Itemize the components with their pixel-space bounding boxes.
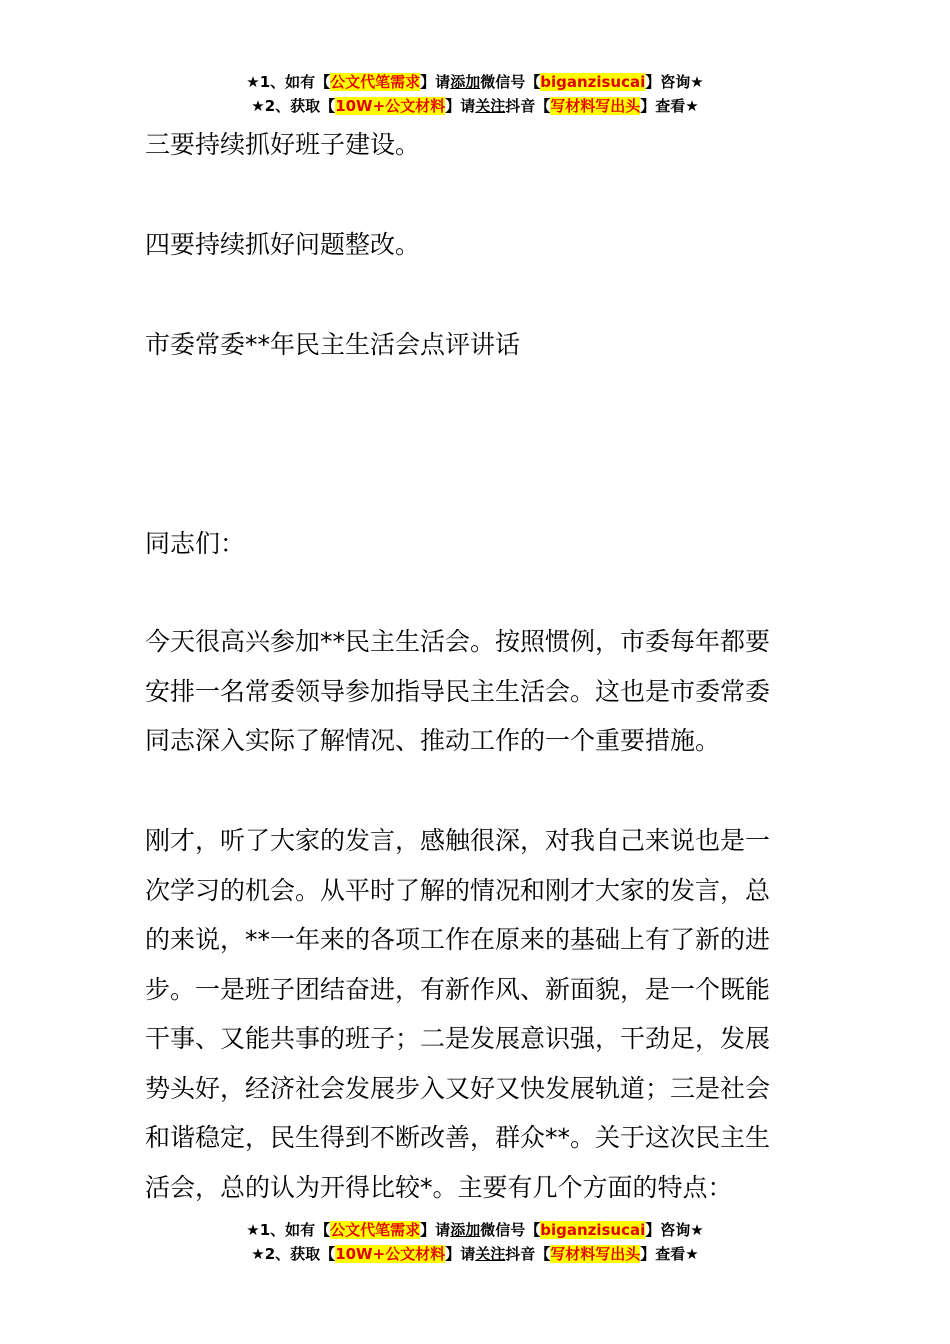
ad-highlight: 公文代笔需求	[330, 1221, 421, 1239]
ad-text: ★2、获取【	[251, 97, 336, 115]
footer-ad	[0, 1218, 950, 1266]
text-line: 刚才，听了大家的发言，感触很深，对我自己来说也是一	[145, 826, 771, 855]
ad-text: 】请	[445, 1245, 476, 1263]
ad-highlight: biganzisucai	[540, 1221, 646, 1239]
paragraph-3	[145, 617, 810, 766]
text-line: 步。一是班子团结奋进，有新作风、新面貌，是一个既能	[145, 974, 771, 1004]
paragraph-1: 三要持续抓好班子建设。	[145, 130, 421, 159]
ad-text: 抖音【	[505, 97, 551, 115]
ad-text: 】查看★	[640, 97, 699, 115]
text-line: 和谐稳定，民生得到不断改善，群众**。关于这次民主生	[145, 1123, 771, 1152]
header-ad	[0, 70, 950, 118]
ad-underline: 添加	[450, 73, 481, 91]
paragraph-2: 四要持续抓好问题整改。	[145, 230, 421, 259]
ad-text: 】咨询★	[645, 73, 704, 91]
ad-highlight: 公文代笔需求	[330, 73, 421, 91]
text-line: 同志深入实际了解情况、推动工作的一个重要措施。	[145, 726, 721, 755]
text-line: 活会，总的认为开得比较*。主要有几个方面的特点：	[145, 1172, 733, 1202]
ad-text: 微信号【	[480, 1221, 541, 1239]
ad-highlight: biganzisucai	[540, 73, 646, 91]
ad-text: 】查看★	[640, 1245, 699, 1263]
ad-highlight: 写材料写出头	[550, 97, 641, 115]
text-line: 次学习的机会。从平时了解的情况和刚才大家的发言，总	[145, 875, 771, 905]
ad-highlight: 10W+公文材料	[335, 97, 446, 115]
ad-text: 】请	[420, 1221, 451, 1239]
ad-text: ★1、如有【	[246, 1221, 331, 1239]
text-line: 今天很高兴参加**民主生活会。按照惯例，市委每年都要	[145, 627, 771, 656]
paragraph-4	[145, 816, 810, 1212]
header-ad-line-1	[0, 70, 950, 94]
ad-highlight: 10W+公文材料	[335, 1245, 446, 1263]
ad-underline: 关注	[475, 1245, 506, 1263]
footer-ad-line-1	[0, 1218, 950, 1242]
ad-underline: 关注	[475, 97, 506, 115]
ad-text: ★1、如有【	[246, 73, 331, 91]
text-line: 干事、又能共事的班子；二是发展意识强，干劲足，发展	[145, 1024, 771, 1053]
ad-text: 】请	[445, 97, 476, 115]
speech-title: 市委常委**年民主生活会点评讲话	[145, 330, 521, 359]
ad-text: 】请	[420, 73, 451, 91]
ad-text: ★2、获取【	[251, 1245, 336, 1263]
ad-text: 抖音【	[505, 1245, 551, 1263]
ad-text: 】咨询★	[645, 1221, 704, 1239]
ad-text: 微信号【	[480, 73, 541, 91]
ad-underline: 添加	[450, 1221, 481, 1239]
text-line: 势头好，经济社会发展步入又好又快发展轨道；三是社会	[145, 1073, 771, 1103]
salutation: 同志们：	[145, 529, 246, 558]
text-line: 安排一名常委领导参加指导民主生活会。这也是市委常委	[145, 676, 771, 706]
text-line: 的来说，**一年来的各项工作在原来的基础上有了新的进	[145, 925, 771, 954]
ad-highlight: 写材料写出头	[550, 1245, 641, 1263]
header-ad-line-2	[0, 94, 950, 118]
footer-ad-line-2	[0, 1242, 950, 1266]
